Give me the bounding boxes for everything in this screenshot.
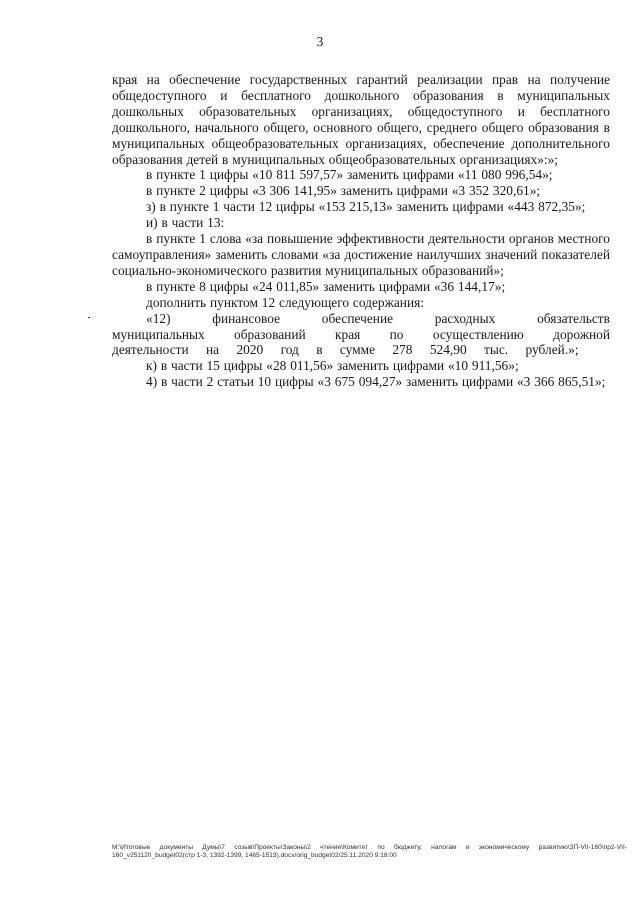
- paragraph-amendment-item-2: в пункте 2 цифры «3 306 141,95» заменить цифрами «3 352 320,61»;: [146, 183, 541, 199]
- paragraph-amendment-i-8: в пункте 8 цифры «24 011,85» заменить цифрами «36 144,17»;: [146, 278, 506, 294]
- paragraph-amendment-i-1: в пункте 1 слова «за повышение эффективности деятельности органов местного самоуправления» заменить словами «за достижение наилучших значений показателей социально-экономического развития муниципальных образований»;: [112, 231, 610, 278]
- paragraph-continuation: края на обеспечение государственных гарантий реализации прав на получение общедоступного и бесплатного дошкольного образования в муниципальных дошкольных образовательных организациях, общедоступного и бесплатного дошкольного, начального общего, основного общего, среднего общего образования в муниципальных общеобразовательных организациях, обеспечение дополнительного образования детей в муниципальных общеобразовательных организациях»:»;: [112, 72, 610, 167]
- paragraph-amendment-i-12: «12) финансовое обеспечение расходных обязательств муниципальных образований края по осуществлению дорожной деятельности на 2020 год в сумме 278 524,90 тыс. рублей.»;: [112, 310, 610, 358]
- paragraph-amendment-i-add: дополнить пунктом 12 следующего содержания:: [146, 294, 425, 310]
- footer-file-path: M:\Итоговые документы Думы\7 созыв\Проекты\Законы\2 чтение\Комитет по бюджету, налогам и экономическому развитию\ЗП-VII-160\пр2-VII-160_v251120_budget02(стр 1-3, 1392-1399, 1465-1513).docx/orig_budget02/25.11.2020 9:18:00: [112, 844, 627, 860]
- paragraph-amendment-z: з) в пункте 1 части 12 цифры «153 215,13» заменить цифрами «443 872,35»;: [146, 199, 586, 215]
- paragraph-amendment-item-1: в пункте 1 цифры «10 811 597,57» заменить цифрами «11 080 996,54»;: [146, 167, 553, 183]
- margin-mark: [88, 317, 90, 318]
- paragraph-amendment-4: 4) в части 2 статьи 10 цифры «3 675 094,27» заменить цифрами «3 366 865,51»;: [146, 374, 606, 390]
- document-body: [112, 72, 610, 390]
- page-number: 3: [316, 34, 324, 49]
- paragraph-amendment-k: к) в части 15 цифры «28 011,56» заменить цифрами «10 911,56»;: [146, 358, 519, 374]
- paragraph-amendment-i: и) в части 13:: [146, 215, 225, 231]
